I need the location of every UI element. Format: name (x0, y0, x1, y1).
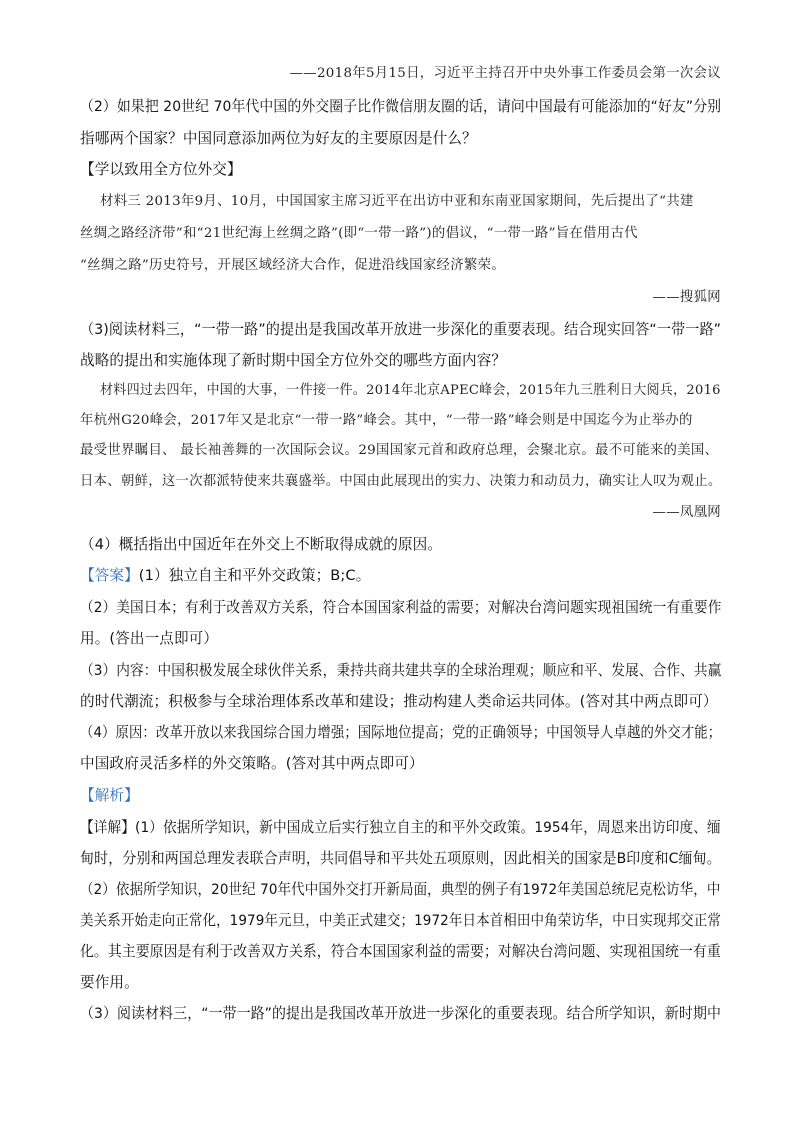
detail-1-line-2: 甸时，分别和两国总理发表联合声明，共同倡导和平共处五项原则，因此相关的国家是B印度和C缅甸。 (80, 850, 721, 867)
detail-1-line-1 (80, 818, 721, 838)
answer-2-line-1: （2）美国日本；有利于改善双方关系，符合本国国家利益的需要；对解决台湾问题实现祖国统一有重要作 (80, 599, 722, 616)
source-citation-4: ——凤凰网 (652, 505, 721, 520)
answer-line-1 (80, 566, 370, 586)
material-3-line-2: 丝绸之路经济带”和“21世纪海上丝绸之路”(即“一带一路”)的倡议，“一带一路”旨在借用古代 (80, 226, 638, 241)
source-citation-3: ——搜狐网 (652, 290, 721, 305)
section-title: 【学以致用全方位外交】 (80, 161, 242, 178)
detail-3-line-1: （3）阅读材料三，“一带一路”的提出是我国改革开放进一步深化的重要表现。结合所学知识，新时期中 (80, 1005, 722, 1022)
answer-3-line-2: 的时代潮流；积极参与全球治理体系改革和建设；推动构建人类命运共同体。(答对其中两点即可） (80, 693, 718, 710)
detail-2-line-1: （2）依据所学知识，20世纪 70年代中国外交打开新局面，典型的例子有1972年美国总统尼克松访华，中 (80, 881, 721, 898)
material-4-line-2: 年杭州G20峰会，2017年又是北京“一带一路”峰会。其中，“一带一路”峰会则是中国迄今为止举办的 (80, 413, 693, 428)
question-3-line-1: （3)阅读材料三，“一带一路”的提出是我国改革开放进一步深化的重要表现。结合现实回答“一带一路” (80, 321, 722, 338)
material-3-line-3: “丝绸之路”历史符号，开展区域经济大合作，促进沿线国家经济繁荣。 (80, 258, 506, 273)
answer-4-line-1: （4）原因：改革开放以来我国综合国力增强；国际地位提高；党的正确领导；中国领导人卓越的外交才能； (80, 724, 722, 741)
question-3-line-2: 战略的提出和实施体现了新时期中国全方位外交的哪些方面内容？ (80, 352, 507, 369)
material-4-line-4: 日本、朝鲜，这一次都派特使来共襄盛举。中国由此展现出的实力、决策力和动员力，确实让人叹为观止。 (80, 474, 722, 489)
detail-1-text: (1）依据所学知识，新中国成立后实行独立自主的和平外交政策。1954年，周恩来出访印度、缅 (135, 819, 721, 836)
detail-2-line-3: 化。其主要原因是有利于改善双方关系，符合本国国家利益的需要；对解决台湾问题、实现祖国统一有重 (80, 943, 721, 960)
question-2-line-2: 指哪两个国家？中国同意添加两位为好友的主要原因是什么？ (80, 130, 477, 147)
question-2-line-1: （2）如果把 20世纪 70年代中国的外交圈子比作微信朋友圈的话，请问中国最有可能添加的“好友”分别 (80, 98, 722, 115)
answer-4-line-2: 中国政府灵活多样的外交策略。(答对其中两点即可） (80, 755, 424, 772)
material-3-line-1: 材料三 2013年9月、10月，中国国家主席习近平在出访中亚和东南亚国家期间，先后提出了“共建 (100, 194, 694, 209)
answer-label: 【答案】 (80, 567, 139, 584)
material-4-line-1: 材料四过去四年，中国的大事，一件接一件。2014年北京APEC峰会，2015年九三胜利日大阅兵，2016 (100, 383, 721, 398)
material-4-line-3: 最受世界瞩目、 最长袖善舞的一次国际会议。29国国家元首和政府总理，会聚北京。最不可能来的美国、 (80, 443, 719, 458)
answer-1-text: (1）独立自主和平外交政策；B;C。 (138, 567, 371, 584)
analysis-label: 【解析】 (80, 787, 139, 804)
question-4: （4）概括指出中国近年在外交上不断取得成就的原因。 (80, 536, 443, 553)
detail-2-line-4: 要作用。 (80, 974, 139, 991)
answer-2-line-2: 用。(答出一点即可） (80, 630, 219, 647)
answer-3-line-1: （3）内容：中国积极发展全球伙伴关系，秉持共商共建共享的全球治理观；顺应和平、发展、合作、共赢 (80, 662, 722, 679)
detail-2-line-2: 美关系开始走向正常化，1979年元旦，中美正式建交；1972年日本首相田中角荣访华，中日实现邦交正常 (80, 912, 722, 929)
source-citation-1: ——2018年5月15日，习近平主持召开中央外事工作委员会第一次会议 (289, 66, 721, 81)
detail-label: 【详解】 (80, 819, 136, 836)
